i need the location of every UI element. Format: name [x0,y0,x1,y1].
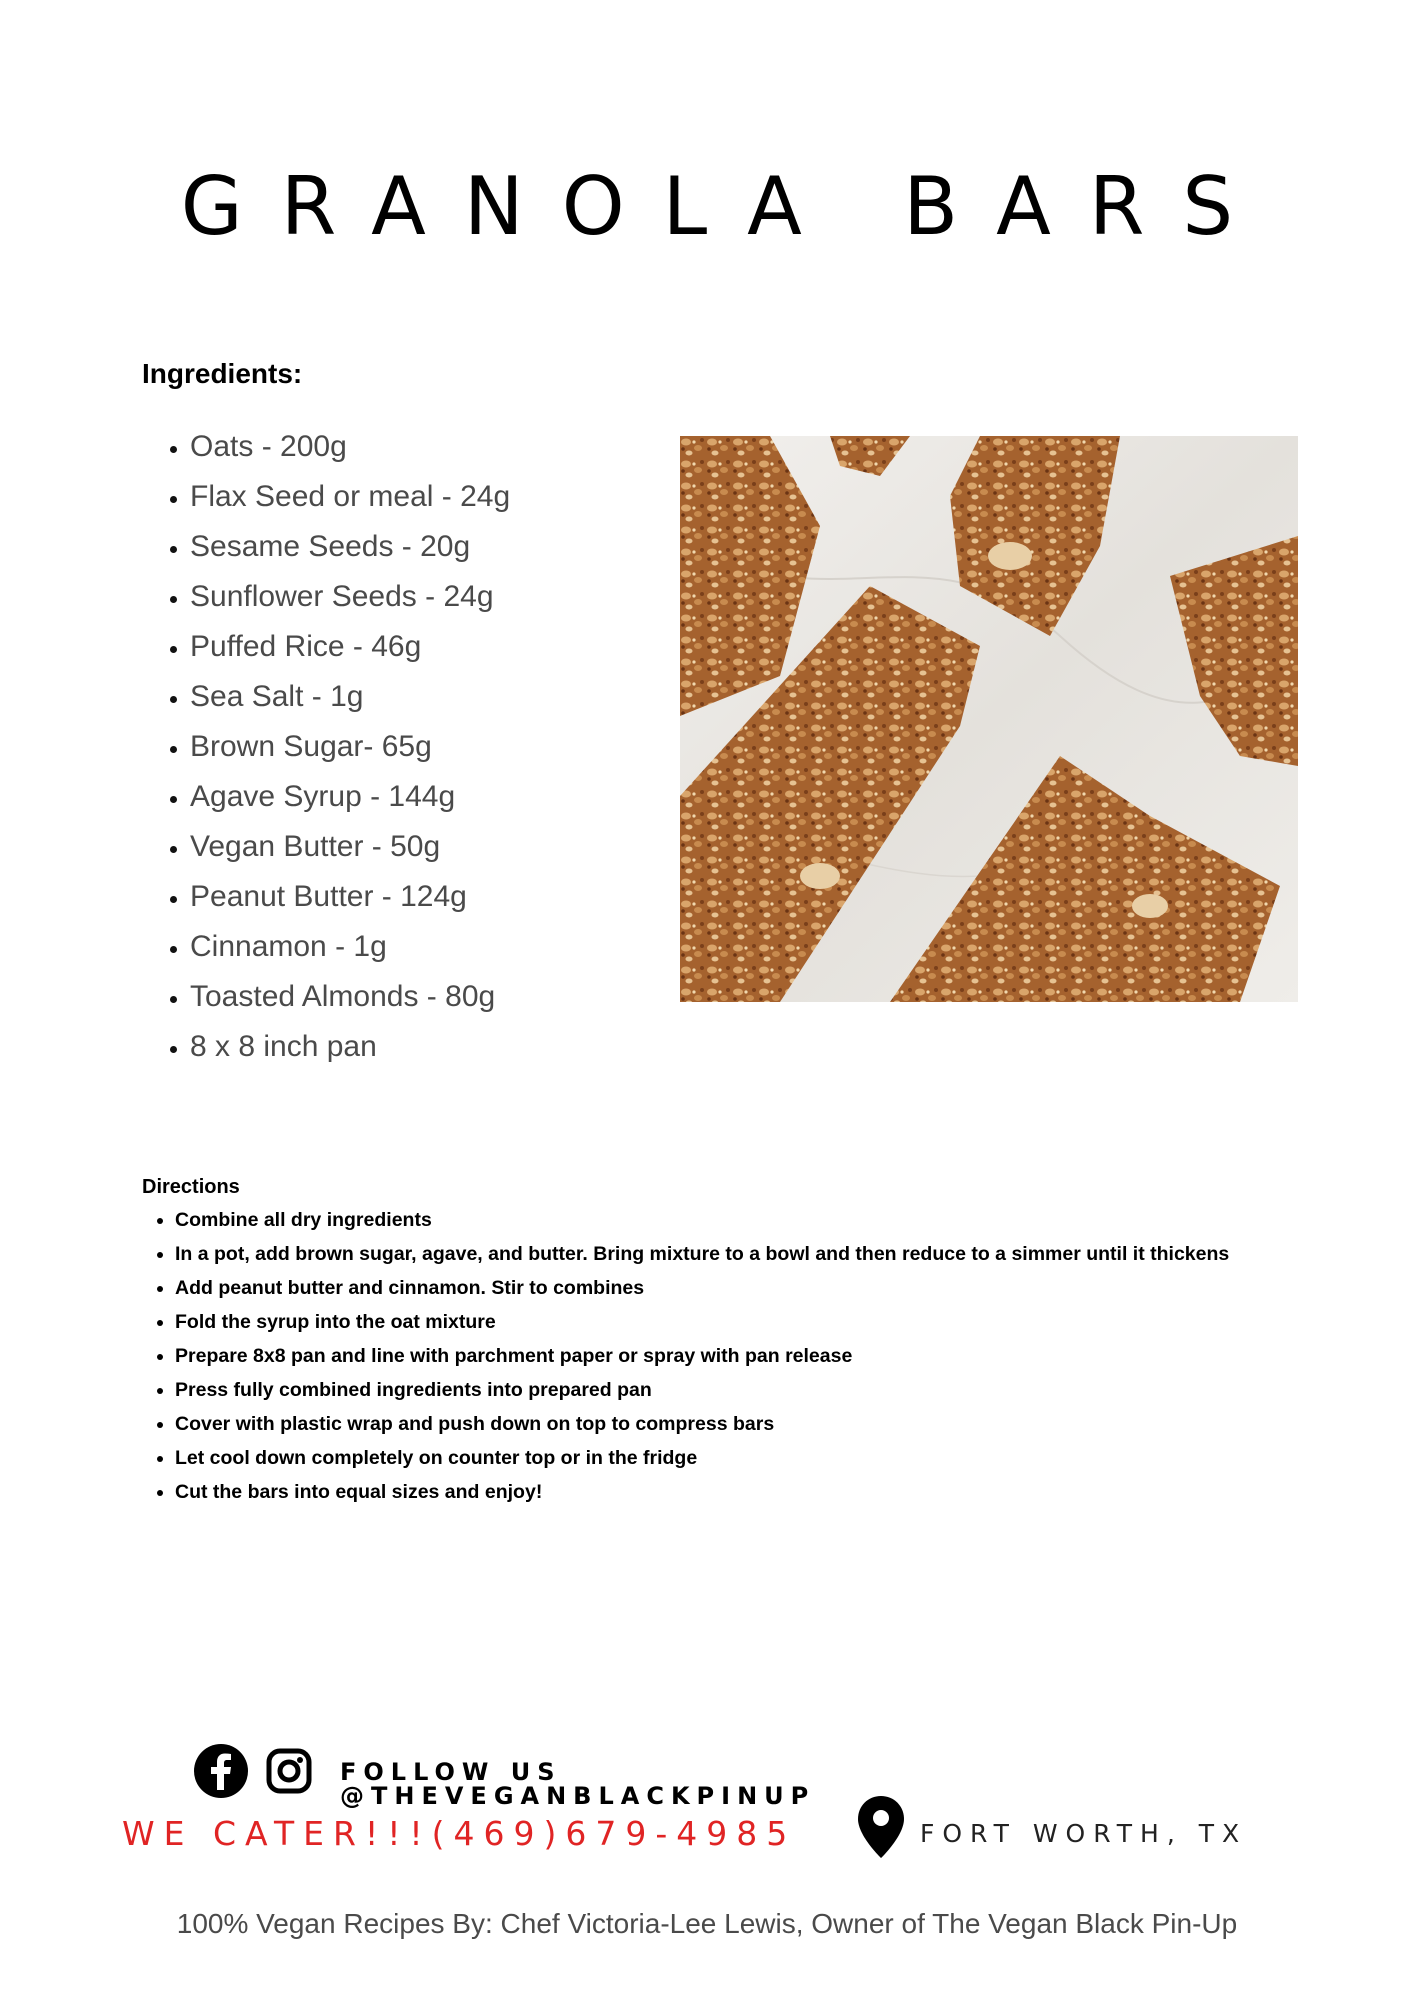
direction-step: • Press fully combined ingredients into prepared pan [175,1373,1295,1407]
ingredient-item: • Flax Seed or meal - 24g [190,472,510,522]
map-pin-icon [858,1796,904,1863]
ingredient-item: • Sunflower Seeds - 24g [190,572,510,622]
granola-bars-photo [680,436,1298,1002]
page-title: GRANOLA BARS [180,160,1272,253]
ingredient-item: • Vegan Butter - 50g [190,822,510,872]
ingredient-item: • 8 x 8 inch pan [190,1022,510,1072]
ingredient-item: • Sea Salt - 1g [190,672,510,722]
instagram-icon[interactable] [266,1744,312,1803]
ingredient-item: • Peanut Butter - 124g [190,872,510,922]
directions-list [142,1203,1295,1509]
ingredients-heading: Ingredients: [142,358,303,389]
follow-us-label: FOLLOW US [340,1758,562,1786]
ingredient-item: • Puffed Rice - 46g [190,622,510,672]
follow-us-text [340,1760,815,1808]
facebook-icon[interactable] [194,1744,248,1803]
directions-heading: Directions [142,1176,240,1198]
direction-step: • Fold the syrup into the oat mixture [175,1305,1295,1339]
social-handle[interactable]: @THEVEGANBLACKPINUP [340,1782,816,1810]
direction-step: • Let cool down completely on counter top or in the fridge [175,1441,1295,1475]
direction-step: • Cover with plastic wrap and push down on top to compress bars [175,1407,1295,1441]
direction-step: • Cut the bars into equal sizes and enjoy! [175,1475,1295,1509]
direction-step: • Combine all dry ingredients [175,1203,1295,1237]
social-icons [194,1744,312,1803]
catering-phone[interactable]: WE CATER!!!(469)679-4985 [122,1814,797,1853]
ingredient-item: • Agave Syrup - 144g [190,772,510,822]
ingredient-item: • Brown Sugar- 65g [190,722,510,772]
location-text: FORT WORTH, TX [920,1819,1248,1848]
ingredient-item: • Sesame Seeds - 20g [190,522,510,572]
ingredient-item: • Cinnamon - 1g [190,922,510,972]
direction-step: • Prepare 8x8 pan and line with parchment paper or spray with pan release [175,1339,1295,1373]
direction-step: • Add peanut butter and cinnamon. Stir to combines [175,1271,1295,1305]
direction-step: • In a pot, add brown sugar, agave, and butter. Bring mixture to a bowl and then reduce to a simmer until it thickens [175,1237,1295,1271]
footer-credit: 100% Vegan Recipes By: Chef Victoria-Lee Lewis, Owner of The Vegan Black Pin-Up [176,1908,1238,1939]
ingredient-item: • Toasted Almonds - 80g [190,972,510,1022]
ingredient-item: • Oats - 200g [190,422,510,472]
ingredients-list [142,422,510,1072]
